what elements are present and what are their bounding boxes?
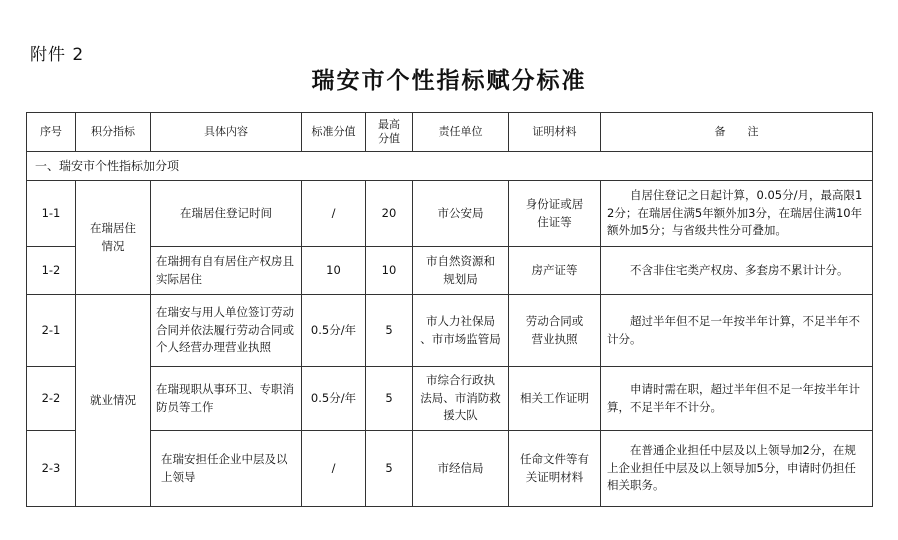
row-standard: / — [302, 431, 366, 507]
row-remarks: 在普通企业担任中层及以上领导加2分，在规上企业担任中层及以上领导加5分，申请时仍担任相关职务。 — [601, 431, 873, 507]
row-seq: 2-2 — [27, 367, 76, 431]
document-title: 瑞安市个性指标赋分标准 — [311, 68, 587, 94]
scoring-standards-table — [26, 112, 873, 507]
row-max: 20 — [366, 181, 413, 247]
row-max: 5 — [366, 431, 413, 507]
row-standard: 0.5分/年 — [302, 295, 366, 367]
row-seq: 1-2 — [27, 247, 76, 295]
table-header-row — [27, 113, 873, 152]
row-remarks: 申请时需在职，超过半年但不足一年按半年计算，不足半年不计分。 — [601, 367, 873, 431]
row-remarks: 超过半年但不足一年按半年计算，不足半年不计分。 — [601, 295, 873, 367]
table-row — [27, 295, 873, 367]
row-proof: 房产证等 — [509, 247, 601, 295]
row-max: 5 — [366, 295, 413, 367]
row-proof: 相关工作证明 — [509, 367, 601, 431]
row-remarks: 自居住登记之日起计算，0.05分/月，最高限12分；在瑞居住满5年额外加3分，在瑞居住满10年额外加5分；与省级共性分可叠加。 — [601, 181, 873, 247]
row-remarks: 不含非住宅类产权房、多套房不累计计分。 — [601, 247, 873, 295]
row-proof: 劳动合同或 营业执照 — [509, 295, 601, 367]
table-row — [27, 181, 873, 247]
section-title: 一、瑞安市个性指标加分项 — [27, 152, 873, 181]
attachment-label: 附件 2 — [30, 45, 85, 65]
group-label-residence: 在瑞居住 情况 — [76, 181, 151, 295]
header-seq: 序号 — [27, 113, 76, 152]
row-content: 在瑞安担任企业中层及以上领导 — [151, 431, 302, 507]
row-unit: 市综合行政执 法局、市消防救 援大队 — [413, 367, 509, 431]
table-row — [27, 367, 873, 431]
table-row — [27, 247, 873, 295]
row-unit: 市自然资源和 规划局 — [413, 247, 509, 295]
row-proof: 身份证或居 住证等 — [509, 181, 601, 247]
header-standard-score: 标准分值 — [302, 113, 366, 152]
header-remarks: 备 注 — [601, 113, 873, 152]
header-responsible-unit: 责任单位 — [413, 113, 509, 152]
section-row — [27, 152, 873, 181]
row-content: 在瑞居住登记时间 — [151, 181, 302, 247]
row-standard: / — [302, 181, 366, 247]
header-max-score: 最高 分值 — [366, 113, 413, 152]
row-seq: 2-1 — [27, 295, 76, 367]
row-content: 在瑞现职从事环卫、专职消防员等工作 — [151, 367, 302, 431]
row-content: 在瑞拥有自有居住产权房且实际居住 — [151, 247, 302, 295]
row-seq: 2-3 — [27, 431, 76, 507]
header-content: 具体内容 — [151, 113, 302, 152]
row-proof: 任命文件等有 关证明材料 — [509, 431, 601, 507]
table-row — [27, 431, 873, 507]
header-indicator: 积分指标 — [76, 113, 151, 152]
row-max: 10 — [366, 247, 413, 295]
row-standard: 10 — [302, 247, 366, 295]
row-standard: 0.5分/年 — [302, 367, 366, 431]
row-unit: 市经信局 — [413, 431, 509, 507]
row-max: 5 — [366, 367, 413, 431]
row-unit: 市人力社保局 、市市场监管局 — [413, 295, 509, 367]
group-label-employment: 就业情况 — [76, 295, 151, 507]
row-unit: 市公安局 — [413, 181, 509, 247]
header-proof-materials: 证明材料 — [509, 113, 601, 152]
row-content: 在瑞安与用人单位签订劳动合同并依法履行劳动合同或个人经营办理营业执照 — [151, 295, 302, 367]
row-seq: 1-1 — [27, 181, 76, 247]
